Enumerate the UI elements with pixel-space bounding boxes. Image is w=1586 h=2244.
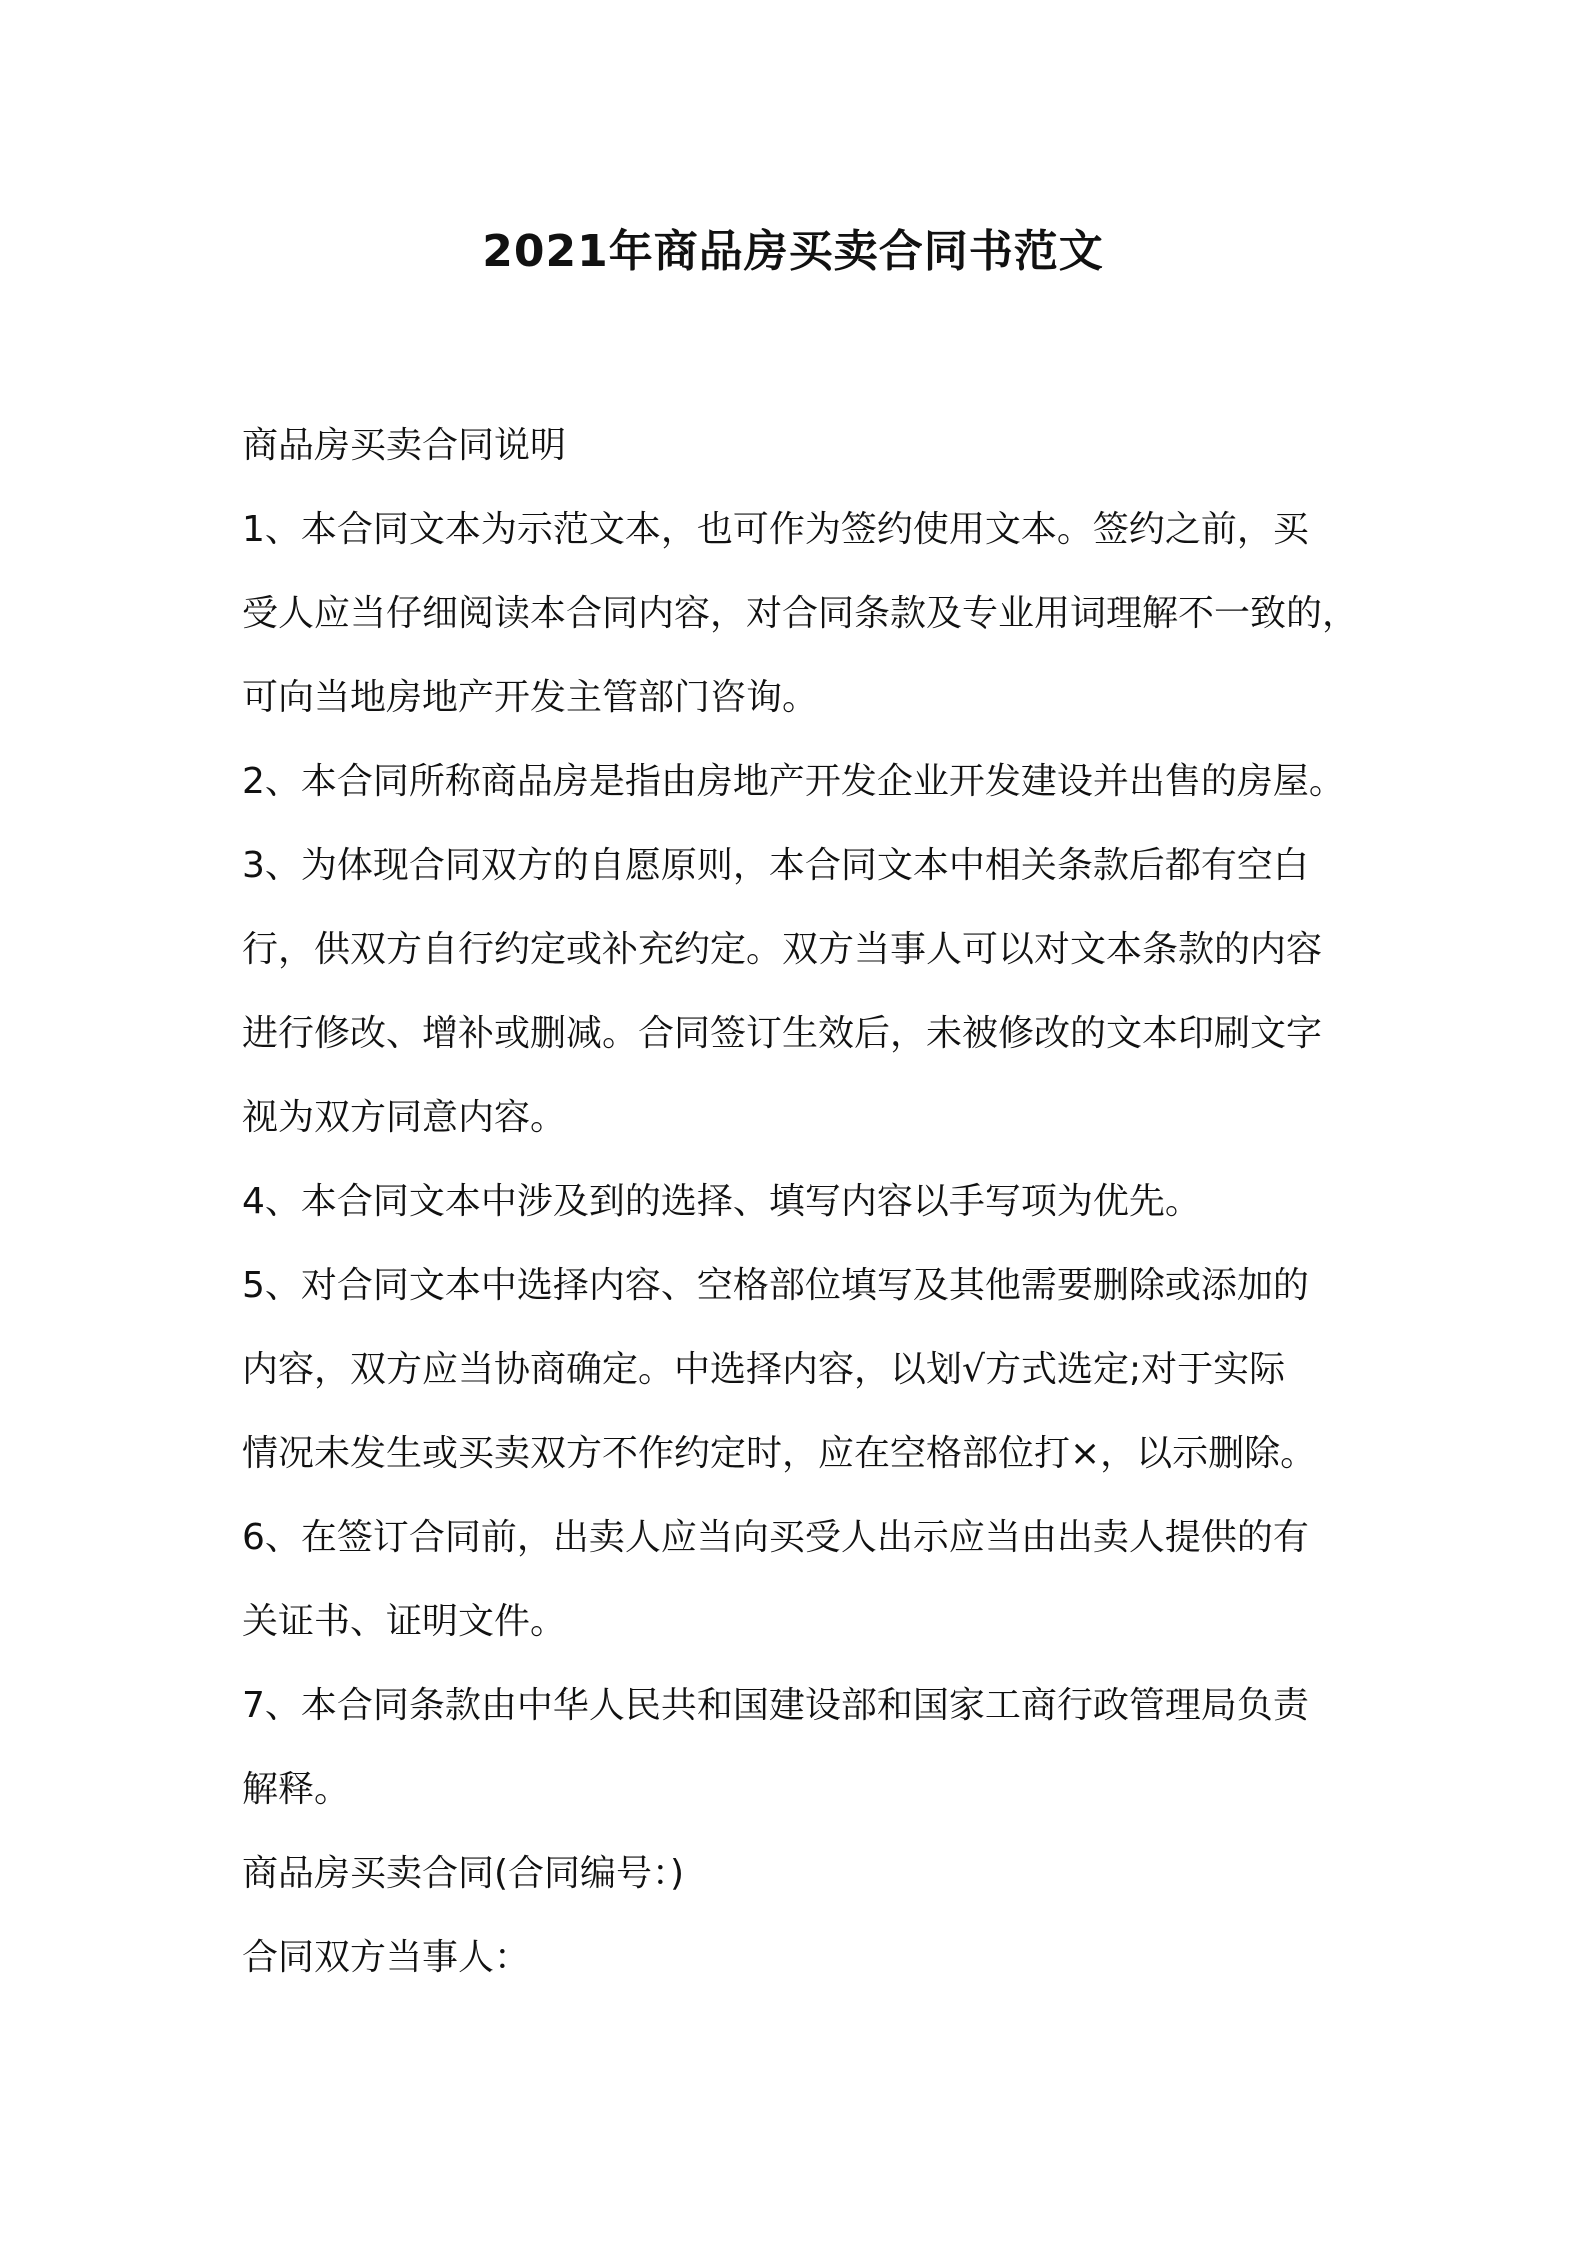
text-line-clause-2: 2、本合同所称商品房是指由房地产开发企业开发建设并出售的房屋。: [242, 761, 1345, 802]
text-line-clause-3d: 视为双方同意内容。: [242, 1097, 567, 1138]
text-line-clause-3c: 进行修改、增补或删减。合同签订生效后，未被修改的文本印刷文字: [242, 1013, 1323, 1054]
text-line-clause-6a: 6、在签订合同前，出卖人应当向买受人出示应当由出卖人提供的有: [242, 1517, 1309, 1558]
text-line-clause-7a: 7、本合同条款由中华人民共和国建设部和国家工商行政管理局负责: [242, 1685, 1309, 1726]
text-line-clause-1b: 受人应当仔细阅读本合同内容，对合同条款及专业用词理解不一致的，: [242, 593, 1359, 634]
text-line-explanation-heading: 商品房买卖合同说明: [242, 425, 567, 466]
text-line-clause-1c: 可向当地房地产开发主管部门咨询。: [242, 677, 819, 718]
text-line-clause-4: 4、本合同文本中涉及到的选择、填写内容以手写项为优先。: [242, 1181, 1201, 1222]
text-line-clause-5b: 内容，双方应当协商确定。中选择内容，以划√方式选定;对于实际: [242, 1349, 1286, 1390]
text-line-clause-7b: 解释。: [242, 1769, 351, 1810]
text-line-clause-3a: 3、为体现合同双方的自愿原则，本合同文本中相关条款后都有空白: [242, 845, 1309, 886]
text-line-clause-5a: 5、对合同文本中选择内容、空格部位填写及其他需要删除或添加的: [242, 1265, 1309, 1306]
text-line-clause-5c: 情况未发生或买卖双方不作约定时，应在空格部位打×，以示删除。: [242, 1433, 1317, 1474]
text-line-clause-3b: 行，供双方自行约定或补充约定。双方当事人可以对文本条款的内容: [242, 929, 1323, 970]
text-line-contract-number: 商品房买卖合同(合同编号：): [242, 1853, 685, 1894]
text-line-parties: 合同双方当事人：: [242, 1937, 531, 1978]
document-body: [242, 404, 1362, 2000]
document-title: 2021年商品房买卖合同书范文: [482, 226, 1104, 277]
text-line-clause-1a: 1、本合同文本为示范文本，也可作为签约使用文本。签约之前，买: [242, 509, 1309, 550]
text-line-clause-6b: 关证书、证明文件。: [242, 1601, 567, 1642]
